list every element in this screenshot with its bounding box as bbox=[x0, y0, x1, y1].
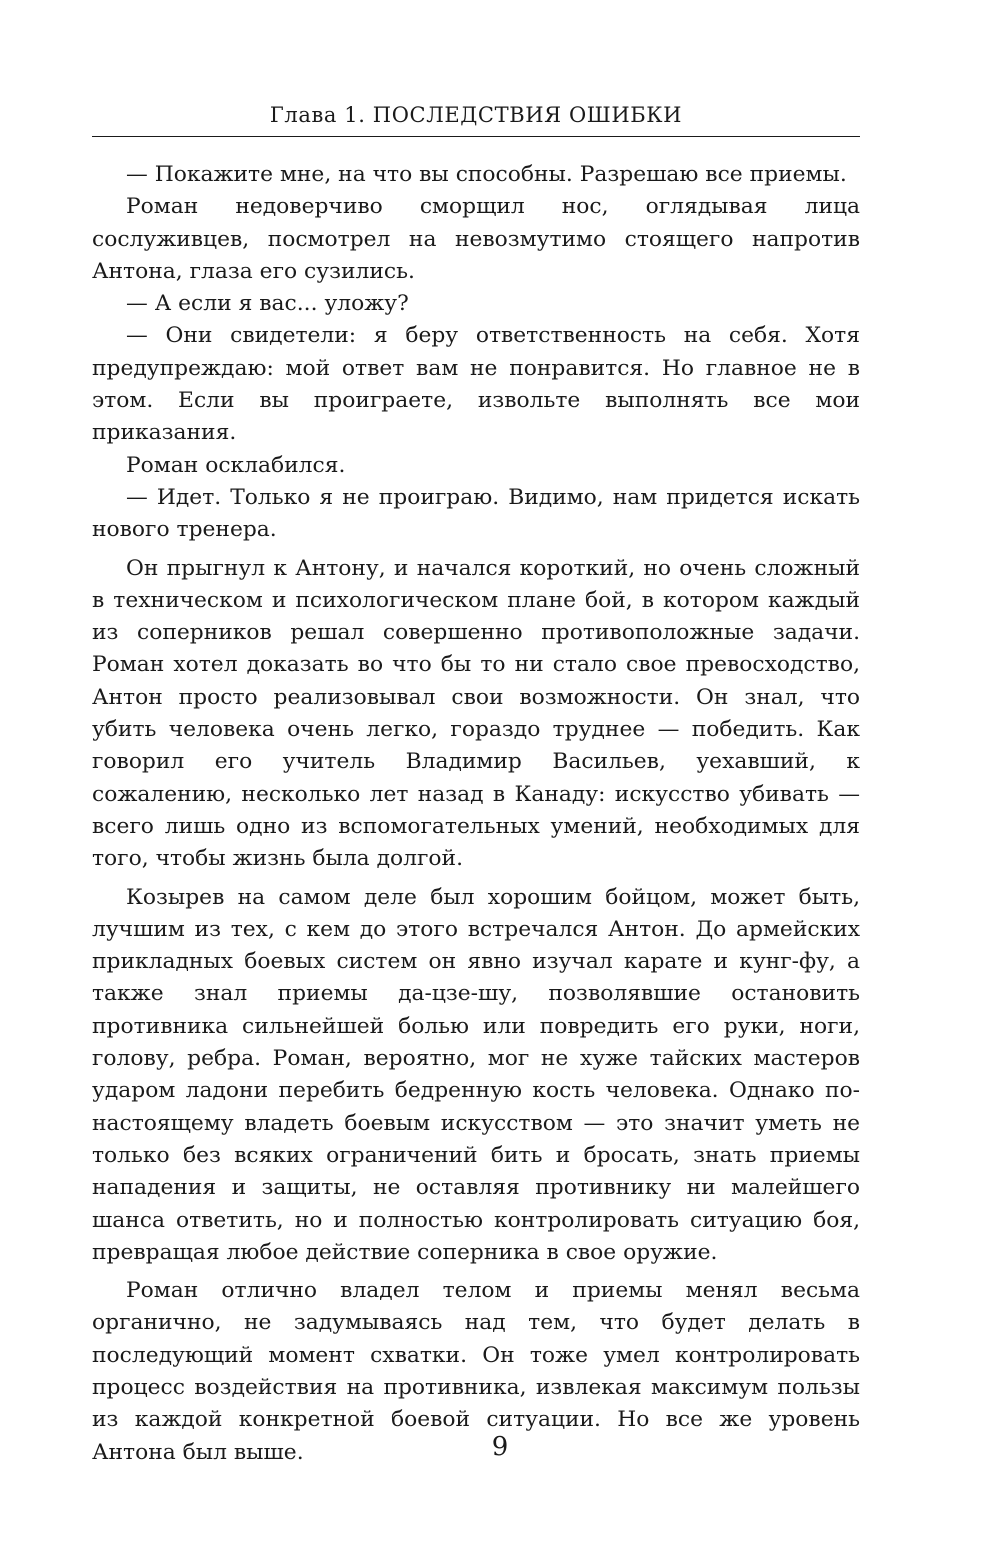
body-text bbox=[92, 159, 860, 1469]
running-head: Глава 1. ПОСЛЕДСТВИЯ ОШИБКИ bbox=[92, 100, 860, 137]
paragraph: — Идет. Только я не проиграю. Видимо, нам придется искать нового тренера. bbox=[92, 484, 860, 543]
paragraph: Роман отлично владел телом и приемы менял весьма органично, не задумываясь над тем, что будет делать в последующий момент схватки. Он тоже умел контролировать процесс воздействия на противника, извлекая максимум пользы из каждой конкретной боевой ситуации. Но все же уровень Антона был выше. bbox=[92, 1278, 860, 1465]
page-number: 9 bbox=[491, 1432, 509, 1462]
paragraph: — Они свидетели: я беру ответственность на себя. Хотя предупреждаю: мой ответ вам не понравится. Но главное не в этом. Если вы проиграете, извольте выполнять все мои приказания. bbox=[92, 323, 860, 446]
paragraph: — Покажите мне, на что вы способны. Разрешаю все приемы. bbox=[126, 162, 847, 187]
paragraph: Козырев на самом деле был хорошим бойцом, может быть, лучшим из тех, с кем до этого встречался Антон. До армейских прикладных боевых систем он явно изучал карате и кунг-фу, а также знал приемы да-цзе-шу, позволявшие остановить противника сильнейшей болью или повредить его руки, ноги, голову, ребра. Роман, вероятно, мог не хуже тайских мастеров ударом ладони перебить бедренную кость человека. Однако по-настоящему владеть боевым искусством — это значит уметь не только без всяких ограничений бить и бросать, знать приемы нападения и защиты, не оставляя противнику ни малейшего шанса ответить, но и полностью контролировать ситуацию боя, превращая любое действие соперника в свое оружие. bbox=[92, 884, 860, 1265]
paragraph: Роман осклабился. bbox=[126, 452, 346, 478]
book-page bbox=[92, 100, 860, 1469]
paragraph: Роман недоверчиво сморщил нос, оглядывая лица сослуживцев, посмотрел на невозмутимо стоящего напротив Антона, глаза его сузились. bbox=[92, 194, 860, 284]
paragraph: — А если я вас... уложу? bbox=[126, 291, 409, 317]
paragraph: Он прыгнул к Антону, и начался короткий, но очень сложный в техническом и психологическом плане бой, в котором каждый из соперников решал совершенно противоположные задачи. Роман хотел доказать во что бы то ни стало свое превосходство, Антон просто реализовывал свои возможности. Он знал, что убить человека очень легко, гораздо труднее — победить. Как говорил его учитель Владимир Васильев, уехавший, к сожалению, несколько лет назад в Канаду: искусство убивать — всего лишь одно из вспомогательных умений, необходимых для того, чтобы жизнь была долгой. bbox=[92, 555, 860, 872]
